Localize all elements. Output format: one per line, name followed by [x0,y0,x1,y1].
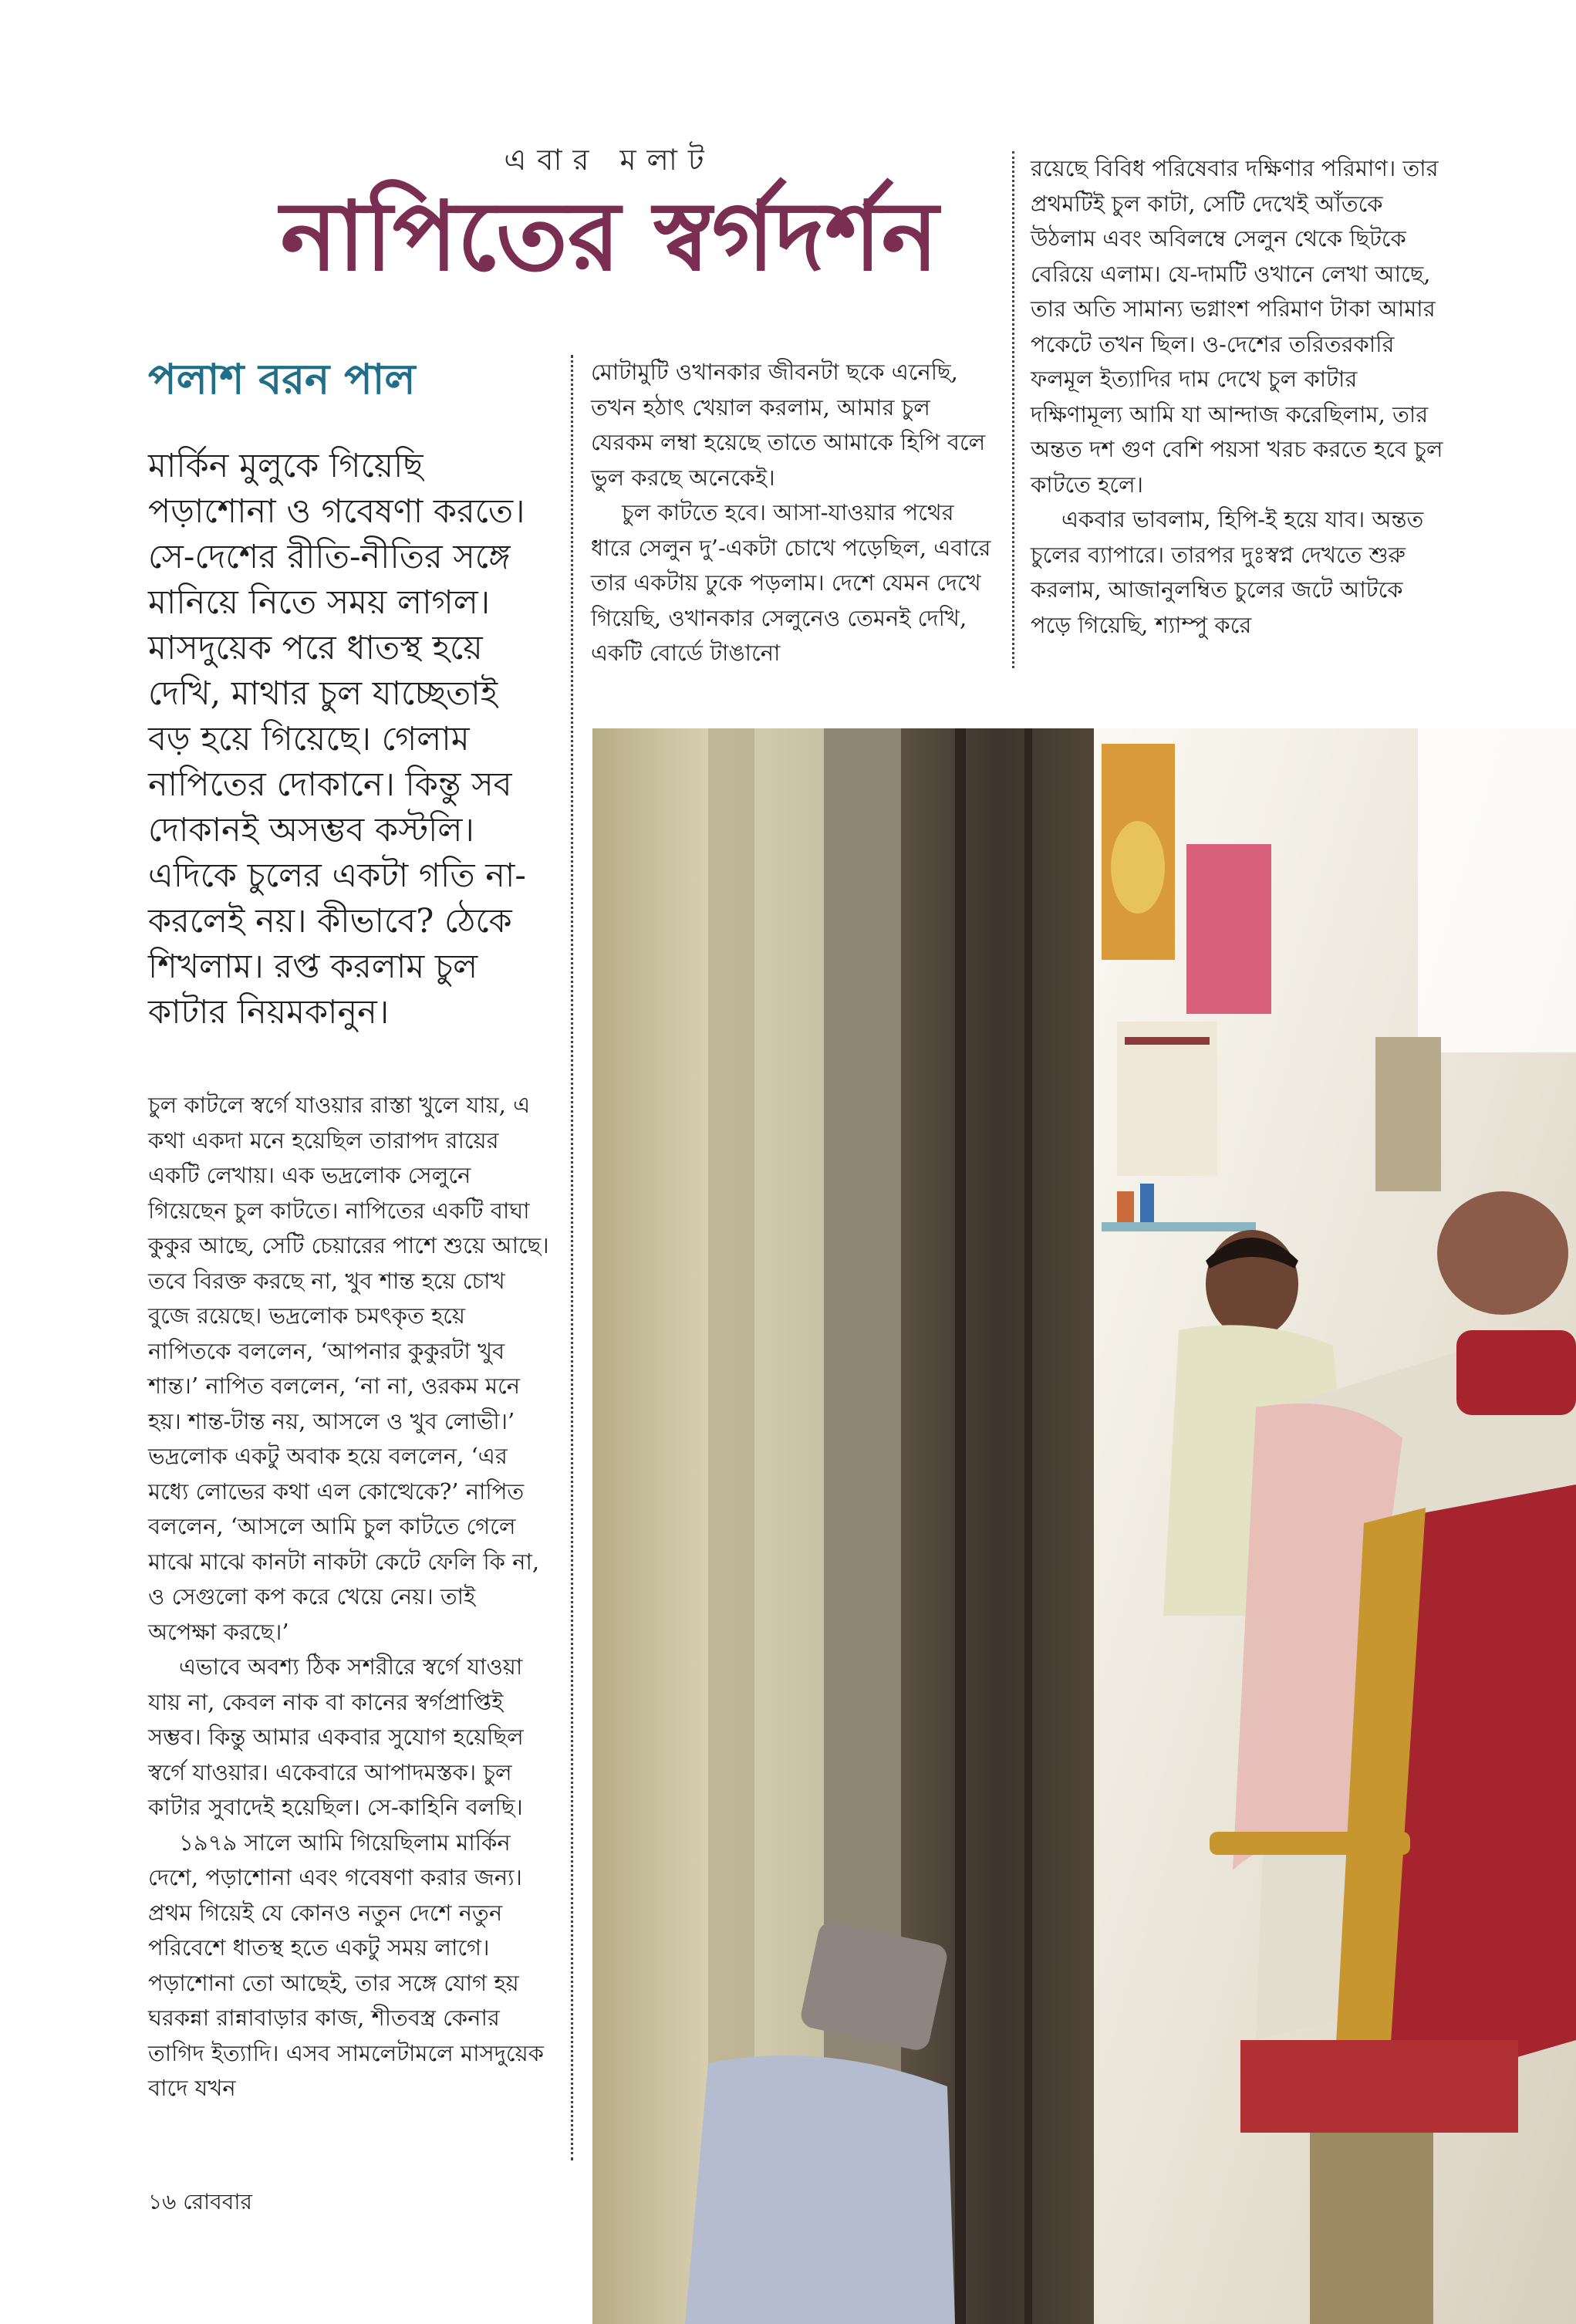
author-byline: পলাশ বরন পাল [148,354,416,404]
body-paragraph: মোটামুটি ওখানকার জীবনটা ছকে এনেছি, তখন হঠাৎ খেয়াল করলাম, আমার চুল যেরকম লম্বা হয়েছে তাতে আমাকে হিপি বলে ভুল করছে অনেকেই। [591,359,986,491]
chair-base [1310,2133,1433,2324]
chair-armrest [1210,1832,1410,1855]
body-paragraph: চুল কাটতে হবে। আসা-যাওয়ার পথের ধারে সেলুন দু’-একটা চোখে পড়েছিল, এবারে তার একটায় ঢুকে পড়লাম। দেশে যেমন দেখে গিয়েছি, ওখানকার সেলুনেও তেমনই দেখি, একটি বোর্ডে টাঙানো [591,499,991,666]
foreground-chair [685,2055,955,2324]
body-paragraph: একবার ভাবলাম, হিপি-ই হয়ে যাব। অন্তত চুলের ব্যাপারে। তারপর দুঃস্বপ্ন দেখতে শুরু করলাম, আজানুলম্বিত চুলের জটে আটকে পড়ে গিয়েছি, শ্যাম্পু করে [1031,506,1424,638]
article-title: নাপিতের স্বর্গদর্শন [280,181,939,292]
poster-deity [1186,844,1271,1014]
section-kicker: এবার মলাট [504,143,715,177]
column-right [1031,151,1447,643]
chair-seat [1240,2040,1518,2133]
body-paragraph: ১৯৭৯ সালে আমি গিয়েছিলাম মার্কিন দেশে, পড়াশোনা এবং গবেষণা করার জন্য। প্রথম গিয়েই যে কোনও নতুন দেশে নতুন পরিবেশে ধাতস্থ হতে একটু সময় লাগে। পড়াশোনা তো আছেই, তার সঙ্গে যোগ হয় ঘরকন্না রান্নাবাড়ার কাজ, শীতবস্ত্র কেনার তাগিদ ইত্যাদি। এসব সামলেটামলে মাসদুয়েক বাদে যখন [148,1829,544,2101]
column-divider [571,355,573,2160]
customer-head [1437,1191,1568,1315]
body-paragraph: চুল কাটলে স্বর্গে যাওয়ার রাস্তা খুলে যায়, এ কথা একদা মনে হয়েছিল তারাপদ রায়ের একটি লেখায়। এক ভদ্রলোক সেলুনে গিয়েছেন চুল কাটতে। নাপিতের একটি বাঘা কুকুর আছে, সেটি চেয়ারের পাশে শুয়ে আছে। তবে বিরক্ত করছে না, খুব শান্ত হয়ে চোখ বুজে রয়েছে। ভদ্রলোক চমৎকৃত হয়ে নাপিতকে বললেন, ‘আপনার কুকুরটা খুব শান্ত।’ নাপিত বললেন, ‘না না, ওরকম মনে হয়। শান্ত-টান্ত নয়, আসলে ও খুব লোভী।’ ভদ্রলোক একটু অবাক হয়ে বললেন, ‘এর মধ্যে লোভের কথা এল কোত্থেকে?’ নাপিত বললেন, ‘আসলে আমি চুল কাটতে গেলে মাঝে মাঝে কানটা নাকটা কেটে ফেলি কি না, ও সেগুলো কপ করে খেয়ে নেয়। তাই অপেক্ষা করছে।’ [148,1092,549,1645]
body-paragraph: রয়েছে বিবিধ পরিষেবার দক্ষিণার পরিমাণ। তার প্রথমটিই চুল কাটা, সেটি দেখেই আঁতকে উঠলাম এবং অবিলম্বে সেলুন থেকে ছিটকে বেরিয়ে এলাম। যে-দামটি ওখানে লেখা আছে, তার অতি সামান্য ভগ্নাংশ পরিমাণ টাকা আমার পকেটে তখন ছিল। ও-দেশের তরিতরকারি ফলমূল ইত্যাদির দাম দেখে চুল কাটার দক্ষিণামূল্য আমি যা আন্দাজ করেছিলাম, তার অন্তত দশ গুণ বেশি পয়সা খরচ করতে হবে চুল কাটতে হলে। [1031,155,1443,498]
page-folio: ১৬ রোববার [148,2189,252,2214]
body-paragraph: এভাবে অবশ্য ঠিক সশরীরে স্বর্গে যাওয়া যায় না, কেবল নাক বা কানের স্বর্গপ্রাপ্তিই সম্ভব। কিন্তু আমার একবার সুযোগ হয়েছিল স্বর্গে যাওয়ার। একেবারে আপাদমস্তক। চুল কাটার সুবাদেই হয়েছিল। সে-কাহিনি বলছি। [148,1653,524,1820]
column-middle [591,355,992,671]
intro-paragraph: মার্কিন মুলুকে গিয়েছি পড়াশোনা ও গবেষণা করতে। সে-দেশের রীতি-নীতির সঙ্গে মানিয়ে নিতে সময় লাগল। মাসদুয়েক পরে ধাতস্থ হয়ে দেখি, মাথার চুল যাচ্ছেতাই বড় হয়ে গিয়েছে। গেলাম নাপিতের দোকানে। কিন্তু সব দোকানই অসম্ভব কস্টলি। এদিকে চুলের একটা গতি না-করলেই নয়। কীভাবে? ঠেকে শিখলাম। রপ্ত করলাম চুল কাটার নিয়মকানুন। [148,447,526,1032]
column-left [148,1088,549,2106]
barber-shop-photo [592,728,1576,2324]
column-divider [1012,151,1014,668]
chair-headrest [1456,1330,1576,1415]
poster-right [1375,1037,1441,1191]
